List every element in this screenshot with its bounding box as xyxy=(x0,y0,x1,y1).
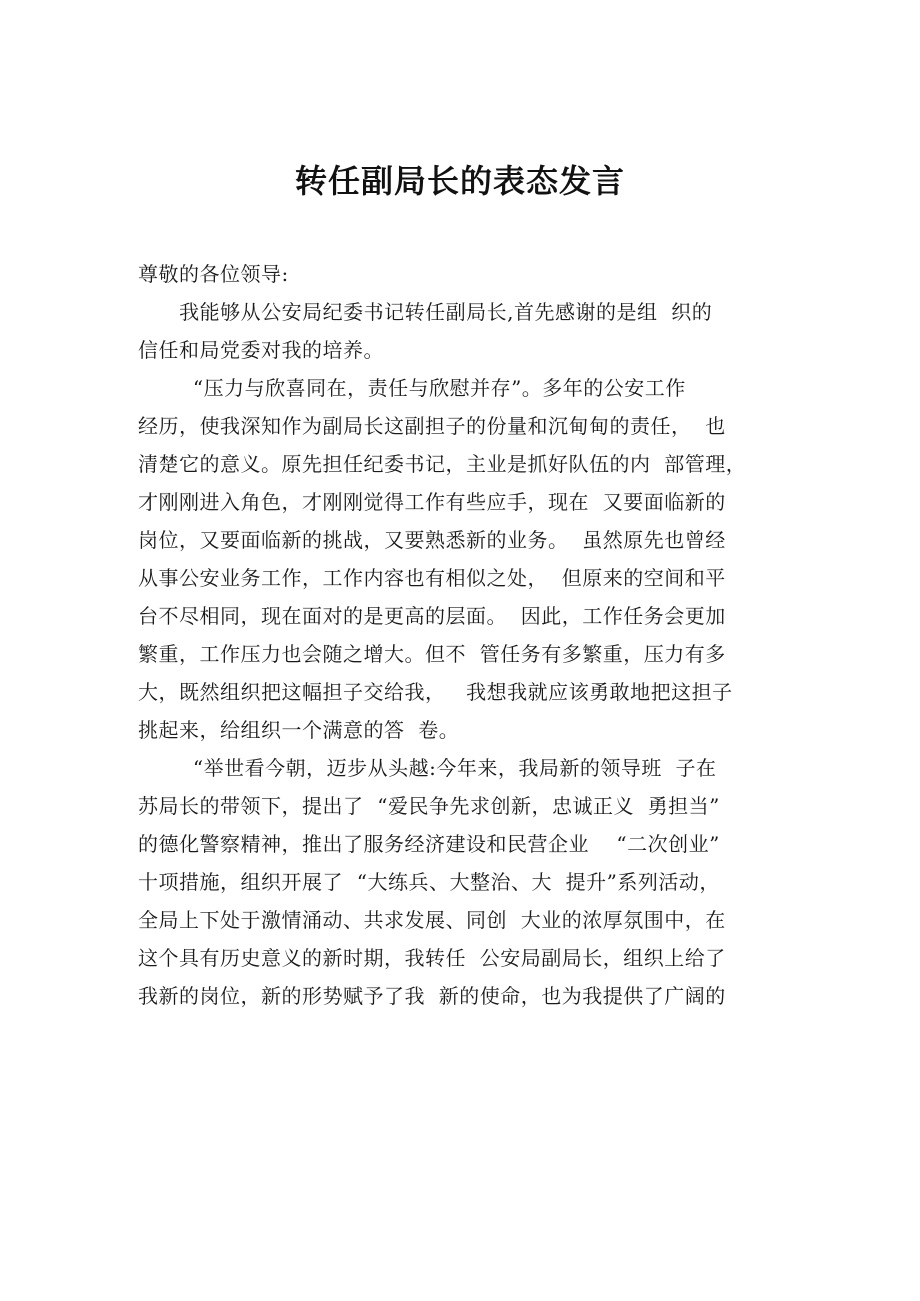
body-line: 苏局长的带领下，提出了 “爱民争先求创新，忠诚正义 勇担当” xyxy=(138,794,720,818)
body-line: 才刚刚进入角色，才刚刚觉得工作有些应手，现在 又要面临新的 xyxy=(138,490,726,514)
body-line: 大，既然组织把这幅担子交给我， 我想我就应该勇敢地把这担子 xyxy=(138,680,733,704)
body-line: 信任和局党委对我的培养。 xyxy=(138,338,384,362)
body-line: 全局上下处于激情涌动、共求发展、同创 大业的浓厚氛围中，在 xyxy=(138,908,726,932)
body-line: 岗位，又要面临新的挑战，又要熟悉新的业务。 虽然原先也曾经 xyxy=(138,528,726,552)
document-body xyxy=(138,255,798,1015)
body-line: 从事公安业务工作，工作内容也有相似之处， 但原来的空间和平 xyxy=(138,566,726,590)
document-title: 转任副局长的表态发言 xyxy=(294,162,625,200)
body-line: “压力与欣喜同在，责任与欣慰并存”。多年的公安工作 xyxy=(138,376,686,400)
body-line: 我能够从公安局纪委书记转任副局长,首先感谢的是组 织的 xyxy=(138,300,713,324)
body-line: 这个具有历史意义的新时期，我转任 公安局副局长，组织上给了 xyxy=(138,946,726,970)
body-line: 繁重，工作压力也会随之增大。但不 管任务有多繁重，压力有多 xyxy=(138,642,726,666)
body-line: 台不尽相同，现在面对的是更高的层面。 因此，工作任务会更加 xyxy=(138,604,726,628)
body-line: 我新的岗位，新的形势赋予了我 新的使命，也为我提供了广阔的 xyxy=(138,984,726,1008)
body-line: 经历，使我深知作为副局长这副担子的份量和沉甸甸的责任， 也 xyxy=(138,414,726,438)
body-line: 挑起来，给组织一个满意的答 卷。 xyxy=(138,718,460,742)
body-line: 十项措施，组织开展了 “大练兵、大整治、大 提升”系列活动， xyxy=(138,870,720,894)
body-line: 的德化警察精神，推出了服务经济建设和民营企业 “二次创业” xyxy=(138,832,720,856)
body-line: “举世看今朝，迈步从头越:今年来，我局新的领导班 子在 xyxy=(138,756,717,780)
body-line: 清楚它的意义。原先担任纪委书记，主业是抓好队伍的内 部管理， xyxy=(138,452,747,476)
salutation: 尊敬的各位领导: xyxy=(138,262,289,286)
